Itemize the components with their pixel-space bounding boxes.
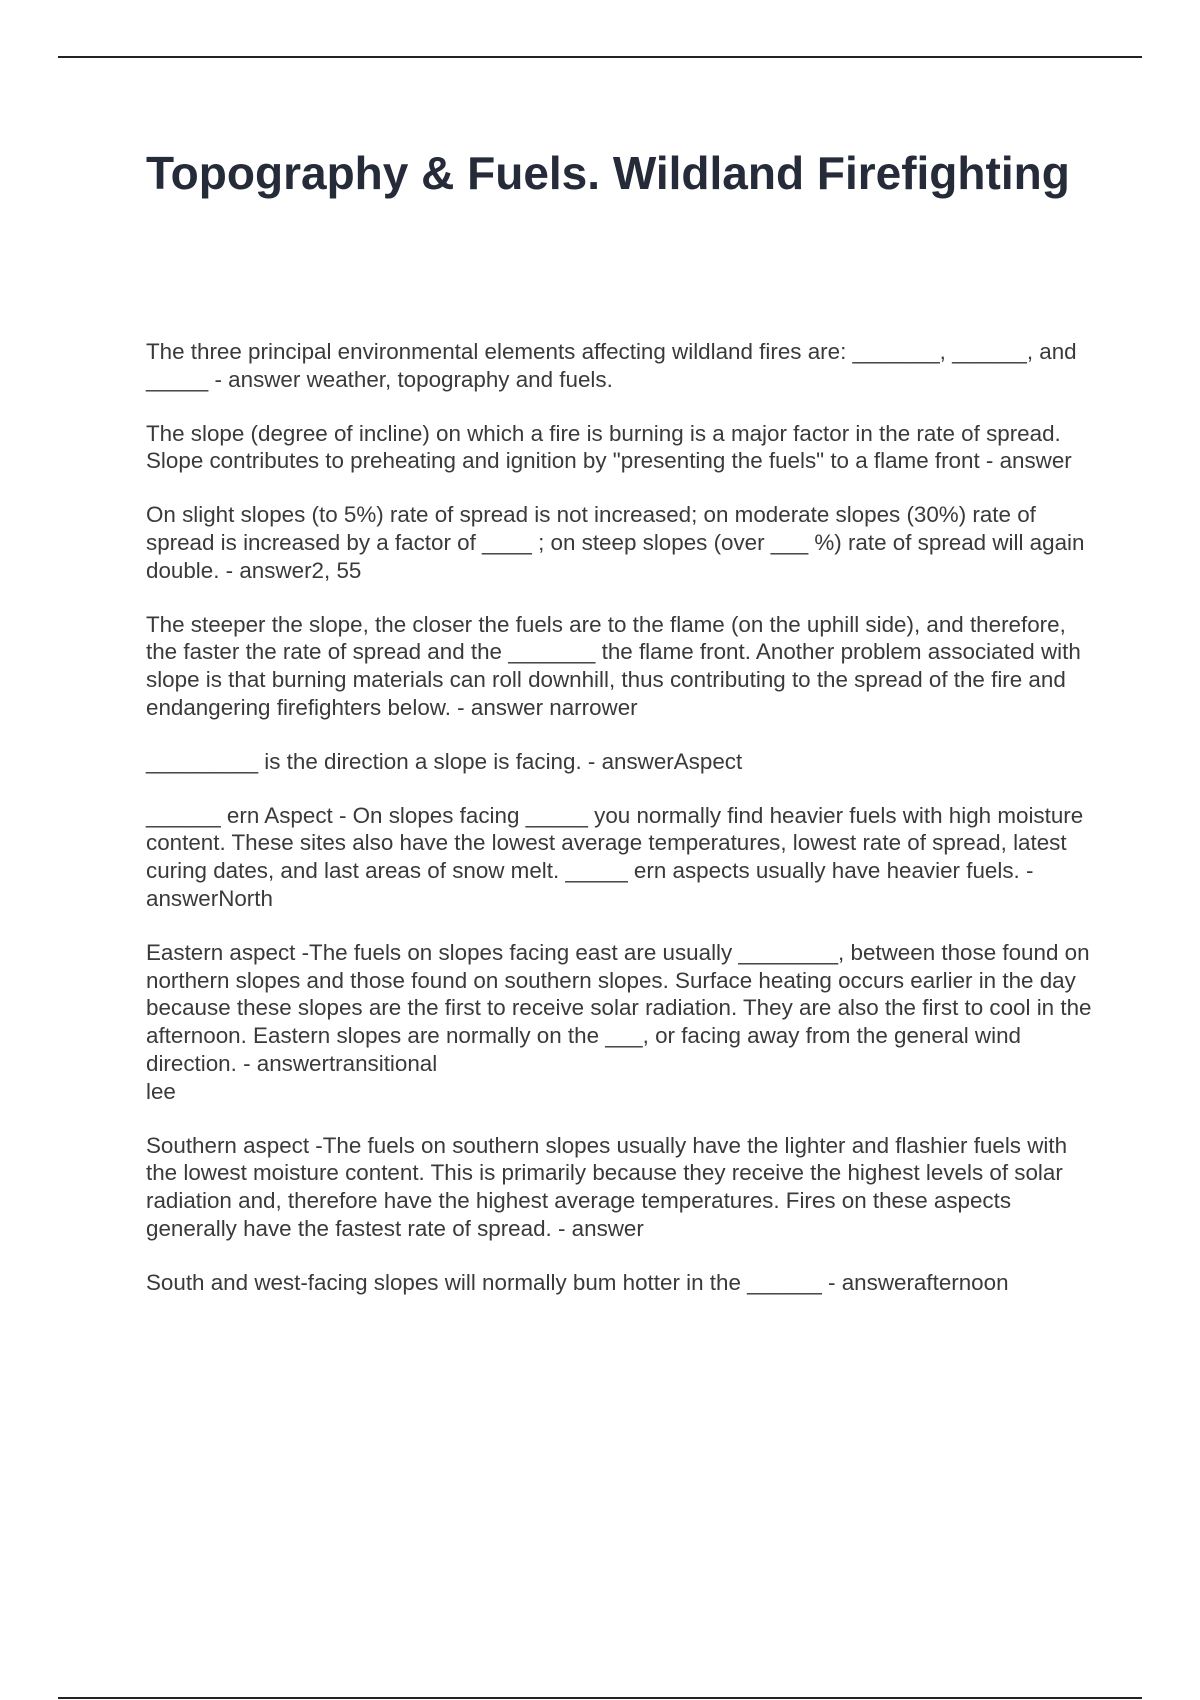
flashcard-item xyxy=(146,748,1096,776)
flashcard-item xyxy=(146,338,1096,394)
flashcard-list xyxy=(146,338,1096,1323)
flashcard-item xyxy=(146,420,1096,476)
top-divider xyxy=(58,56,1142,58)
flashcard-answer: North xyxy=(218,885,273,911)
flashcard-answer: Aspect xyxy=(673,748,743,774)
flashcard-question: South and west-facing slopes will normally bum hotter in the ______ - answer xyxy=(146,1269,914,1295)
flashcard-item xyxy=(146,501,1096,584)
flashcard-answer: weather, topography and fuels. xyxy=(306,366,613,392)
flashcard-question: On slight slopes (to 5%) rate of spread is not increased; on moderate slopes (30%) rate of spread is increased by a factor of ____ ; on steep slopes (over ___ %) rate of spread will again double. - answer xyxy=(146,502,1085,583)
flashcard-item xyxy=(146,1132,1096,1243)
flashcard-item xyxy=(146,1269,1096,1297)
flashcard-question: Southern aspect -The fuels on southern slopes usually have the lighter and flashier fuels with the lowest moisture content. This is primarily because they receive the highest levels of solar radiation and, therefore have the highest average temperatures. Fires on these aspects generally have the fastest rate of spread. - answer xyxy=(146,1132,1068,1241)
flashcard-question: The slope (degree of incline) on which a fire is burning is a major factor in the rate of spread. Slope contributes to preheating and ignition by "presenting the fuels" to a flame front - answer xyxy=(146,420,1072,474)
flashcard-question: _________ is the direction a slope is facing. - answer xyxy=(146,748,674,774)
flashcard-item xyxy=(146,939,1096,1106)
flashcard-answer: transitional lee xyxy=(146,1050,438,1104)
flashcard-question: The steeper the slope, the closer the fuels are to the flame (on the uphill side), and therefore, the faster the rate of spread and the _______ the flame front. Another problem associated with slope is that burning materials can roll downhill, thus contributing to the spread of the fire and endangering firefighters below. - answer xyxy=(146,611,1081,720)
flashcard-item xyxy=(146,802,1096,913)
flashcard-question: Eastern aspect -The fuels on slopes facing east are usually ________, between those found on northern slopes and those found on southern slopes. Surface heating occurs earlier in the day because these slopes are the first to receive solar radiation. They are also the first to cool in the afternoon. Eastern slopes are normally on the ___, or facing away from the general wind direction. - answer xyxy=(146,939,1092,1076)
flashcard-answer: narrower xyxy=(549,694,638,720)
page-title: Topography & Fuels. Wildland Firefighting xyxy=(146,147,1070,199)
flashcard-item xyxy=(146,611,1096,722)
flashcard-question: The three principal environmental elements affecting wildland fires are: _______, ______, and _____ - answer xyxy=(146,339,1077,392)
flashcard-question: ______ ern Aspect - On slopes facing _____ you normally find heavier fuels with high moisture content. These sites also have the lowest average temperatures, lowest rate of spread, latest curing dates, and last areas of snow melt. _____ ern aspects usually have heavier fuels. - answer xyxy=(146,802,1084,911)
flashcard-answer: 2, 55 xyxy=(311,557,362,583)
bottom-divider xyxy=(58,1697,1142,1699)
flashcard-answer: afternoon xyxy=(913,1269,1009,1295)
